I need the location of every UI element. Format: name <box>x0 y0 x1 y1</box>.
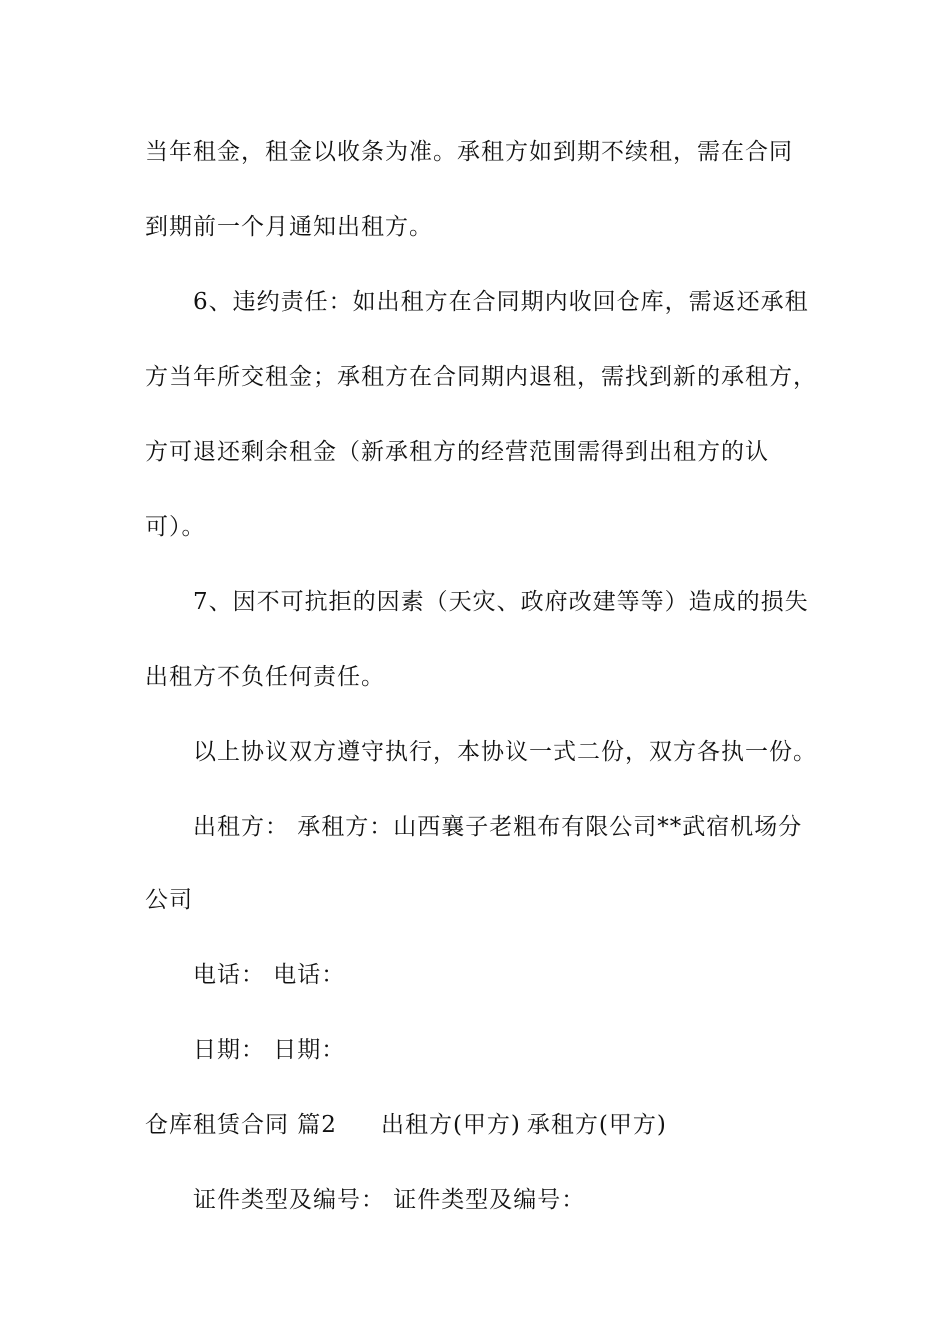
paragraph-line: 当年租金，租金以收条为准。承租方如到期不续租，需在合同 <box>145 139 793 165</box>
id-type-line: 证件类型及编号： 证件类型及编号： <box>193 1187 586 1213</box>
section-lessee: 承租方(甲方) <box>526 1112 667 1138</box>
clause-6-line: 6、违约责任：如出租方在合同期内收回仓库，需返还承租 <box>193 289 809 315</box>
section-heading <box>145 1110 667 1140</box>
section-lessor: 出租方(甲方) <box>380 1112 521 1138</box>
parties-line: 出租方： 承租方：山西襄子老粗布有限公司**武宿机场分 <box>193 814 803 840</box>
paragraph-line: 出租方不负任何责任。 <box>145 664 385 690</box>
paragraph-line: 可）。 <box>145 514 206 540</box>
paragraph-line: 公司 <box>145 887 193 913</box>
paragraph-line: 方当年所交租金；承租方在合同期内退租，需找到新的承租方， <box>145 364 817 390</box>
paragraph-line: 方可退还剩余租金（新承租方的经营范围需得到出租方的认 <box>145 439 769 465</box>
date-line: 日期： 日期： <box>193 1037 346 1063</box>
phone-line: 电话： 电话： <box>193 962 346 988</box>
section-title: 仓库租赁合同 篇2 <box>145 1112 337 1138</box>
clause-7-line: 7、因不可抗拒的因素（天灾、政府改建等等）造成的损失 <box>193 589 809 615</box>
agreement-line: 以上协议双方遵守执行，本协议一式二份，双方各执一份。 <box>193 739 817 765</box>
paragraph-line: 到期前一个月通知出租方。 <box>145 214 433 240</box>
